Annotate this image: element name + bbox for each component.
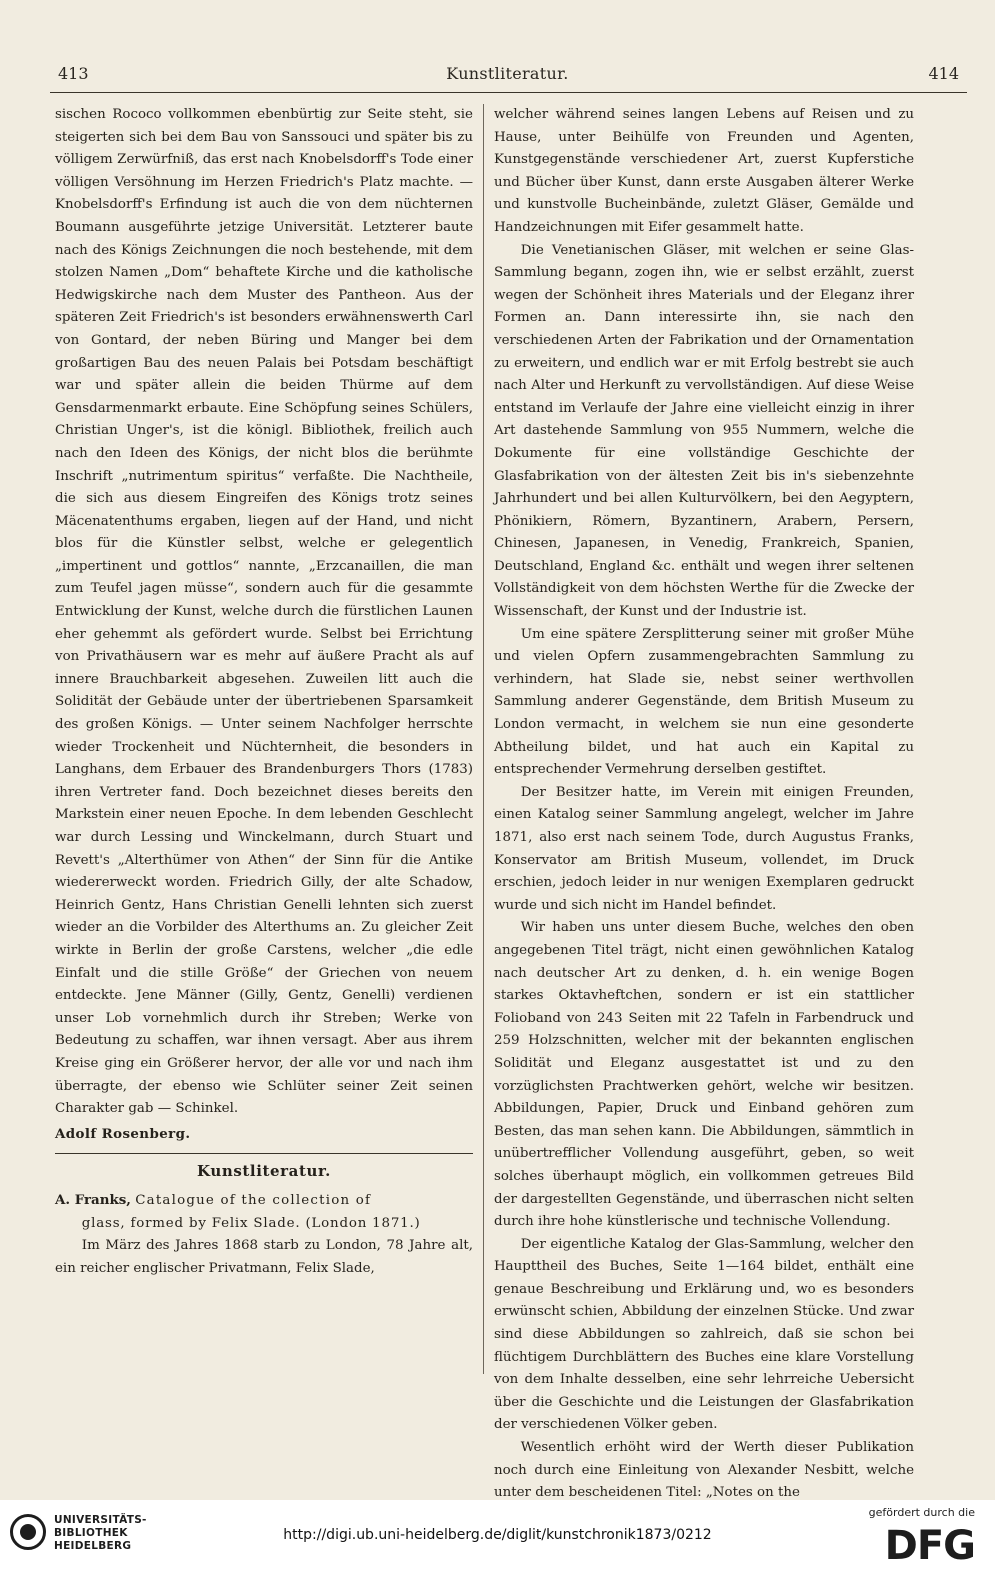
- paragraph: Um eine spätere Zersplitterung seiner mit großer Mühe und vielen Opfern zusammengebrachten Sammlung zu verhindern, hat Slade sie, nebst seiner werthvollen Sammlung anderer Gegenstände, dem British Museum zu London vermacht, in welchem sie nun eine gesonderte Abtheilung bildet, und hat auch ein Kapital zu entsprechender Vermehrung derselben gestiftet.: [494, 626, 914, 778]
- entry-author: A. Franks,: [55, 1191, 131, 1208]
- paragraph: Die Venetianischen Gläser, mit welchen er seine Glas-Sammlung begann, zogen ihn, wie er selbst erzählt, zuerst wegen der Schönheit ihres Materials und der Eleganz ihrer Formen an. Dann interessirte ihn, sie nach den verschiedenen Arten der Fabrikation und der Ornamentation zu erweitern, und endlich war er mit Erfolg bestrebt sie auch nach Alter und Herkunft zu vervollständigen. Auf diese Weise entstand im Verlaufe der Jahre eine vielleicht einzig in ihrer Art dastehende Sammlung von 955 Nummern, welche die Dokumente für eine vollständige Geschichte der Glasfabrikation von der ältesten Zeit bis in's siebenzehnte Jahrhundert und bei allen Kulturvölkern, bei den Aegyptern, Phönikiern, Römern, Byzantinern, Arabern, Persern, Chinesen, Japanesen, in Venedig, Frankreich, Spanien, Deutschland, England &c. enthält und wegen ihrer seltenen Vollständigkeit von dem höchsten Werthe für die Zwecke der Wissenschaft, der Kunst und der Industrie ist.: [494, 242, 914, 620]
- paragraph: Der eigentliche Katalog der Glas-Sammlung, welcher den Haupttheil des Buches, Seite 1—164 bildet, enthält eine genaue Beschreibung und Erklärung und, wo es besonders erwünscht schien, Abbildung der einzelnen Stücke. Und zwar sind diese Abbildungen so zahlreich, daß sie schon bei flüchtigem Durchblättern des Buches eine klare Vorstellung von dem Inhalte desselben, eine sehr lehrreiche Uebersicht über die Geschichte und die Leistungen der Glasfabrikation der verschiedenen Völker geben.: [494, 1236, 914, 1433]
- right-column: [494, 104, 914, 1505]
- entry-title-continued: glass, formed by Felix Slade. (London 1871.): [81, 1215, 421, 1231]
- dfg-logo: DFG: [884, 1523, 975, 1569]
- page-number-right: 414: [928, 64, 959, 83]
- left-column: [55, 104, 473, 1280]
- bibliographic-entry: [55, 1189, 473, 1235]
- paragraph: Wesentlich erhöht wird der Werth dieser Publikation noch durch eine Einleitung von Alexander Nesbitt, welche unter dem bescheidenen Titel: „Notes on the: [494, 1440, 914, 1501]
- funding-note: gefördert durch die: [868, 1506, 975, 1519]
- page-number-left: 413: [58, 64, 89, 83]
- paragraph: Im März des Jahres 1868 starb zu London, 78 Jahre alt, ein reicher englischer Privatmann, Felix Slade,: [55, 1238, 473, 1276]
- viewer-footer: [0, 1500, 995, 1591]
- page-header: [50, 62, 965, 88]
- header-rule: [50, 92, 967, 93]
- running-title: Kunstliteratur.: [446, 64, 569, 83]
- paragraph: Der Besitzer hatte, im Verein mit einigen Freunden, einen Katalog seiner Sammlung angelegt, welcher im Jahre 1871, also erst nach seinem Tode, durch Augustus Franks, Konservator am British Museum, vollendet, im Druck erschien, jedoch leider in nur wenigen Exemplaren gedruckt wurde und sich nicht im Handel befindet.: [494, 784, 914, 913]
- paragraph: sischen Rococo vollkommen ebenbürtig zur Seite steht, sie steigerten sich bei dem Bau von Sanssouci und später bis zu völligem Zerwürfniß, das erst nach Knobelsdorff's Tode einer völligen Versöhnung im Herzen Friedrich's Platz machte. — Knobelsdorff's Erfindung ist auch die von dem nüchternen Boumann ausgeführte jetzige Universität. Letzterer baute nach des Königs Zeichnungen die noch bestehende, mit dem stolzen Namen „Dom“ behaftete Kirche und die katholische Hedwigskirche nach dem Muster des Pantheon. Aus der späteren Zeit Friedrich's ist besonders erwähnenswerth Carl von Gontard, der neben Büring und Manger bei dem großartigen Bau des neuen Palais bei Potsdam beschäftigt war und später allein die beiden Thürme auf dem Gensdarmenmarkt erbaute. Eine Schöpfung seines Schülers, Christian Unger's, ist die königl. Bibliothek, freilich auch nach den Ideen des Königs, der nicht blos die berühmte Inschrift „nutrimentum spiritus“ verfaßte. Die Nachtheile, die sich aus diesem Eingreifen des Königs trotz seines Mäcenatenthums ergaben, liegen auf der Hand, und nicht blos für die Künstler selbst, welche er gelegentlich „impertinent und gottlos“ nannte, „Erzcanaillen, die man zum Teufel jagen müsse“, sondern auch für die gesammte Entwicklung der Kunst, welche durch die fürstlichen Launen eher gehemmt als gefördert wurde. Selbst bei Errichtung von Privathäusern war es mehr auf äußere Pracht als auf innere Brauchbarkeit abgesehen. Zuweilen litt auch die Solidität der Gebäude unter der übertriebenen Sparsamkeit des großen Königs. — Unter seinem Nachfolger herrschte wieder Trockenheit und Nüchternheit, die besonders in Langhans, dem Erbauer des Brandenburgers Thors (1783) ihren Vertreter fand. Doch bezeichnet dieses bereits den Markstein einer neuen Epoche. In dem lebenden Geschlecht war durch Lessing und Winckelmann, durch Stuart und Revett's „Alterthümer von Athen“ der Sinn für die Antike wiedererweckt worden. Friedrich Gilly, der alte Schadow, Heinrich Gentz, Hans Christian Genelli lehnten sich zuerst wieder an die Vorbilder des Alterthums an. Zu gleicher Zeit wirkte in Berlin der große Carstens, welcher „die edle Einfalt und die stille Größe“ der Griechen von neuem entdeckte. Jene Männer (Gilly, Gentz, Genelli) verdienen unser Lob vornehmlich durch ihr Streben; Werke von Bedeutung zu schaffen, war ihnen versagt. Aber aus ihrem Kreise ging ein Größerer hervor, der alle vor und nach ihm überragte, der ebenso wie Schlüter seiner Zeit seinen Charakter gab — Schinkel.: [55, 107, 473, 1117]
- paragraph: Wir haben uns unter diesem Buche, welches den oben angegebenen Titel trägt, nicht einen gewöhnlichen Katalog nach deutscher Art zu denken, d. h. ein wenige Bogen starkes Oktavheftchen, sondern er ist ein stattlicher Folioband von 243 Seiten mit 22 Tafeln in Farbendruck und 259 Holzschnitten, welcher mit der bekannten englischen Solidität und Eleganz ausgestattet ist und zu den vorzüglichsten Prachtwerken gehört, welche wir besitzen. Abbildungen, Papier, Druck und Einband gehören zum Besten, das man sehen kann. Die Abbildungen, sämmtlich in unübertrefflicher Vollendung ausgeführt, geben, so weit solches überhaupt möglich, ein vollkommen getreues Bild der dargestellten Gegenstände, und überraschen nicht selten durch ihre hohe künstlerische und technische Vollendung.: [494, 920, 914, 1230]
- column-divider: [483, 104, 484, 1374]
- paragraph: welcher während seines langen Lebens auf Reisen und zu Hause, unter Beihülfe von Freunden und Agenten, Kunstgegenstände verschiedener Art, zuerst Kupferstiche und Bücher über Kunst, dann erste Ausgaben älterer Werke und kunstvolle Bucheinbände, zuletzt Gläser, Gemälde und Handzeichnungen mit Eifer gesammelt hatte.: [494, 107, 914, 235]
- section-divider: [55, 1153, 473, 1154]
- source-url-link[interactable]: http://digi.ub.uni-heidelberg.de/diglit/kunstchronik1873/0212: [283, 1527, 712, 1543]
- institution-name: UNIVERSITÄTS- BIBLIOTHEK HEIDELBERG: [54, 1514, 147, 1552]
- entry-title: Catalogue of the collection of: [135, 1192, 372, 1208]
- section-title: Kunstliteratur.: [197, 1162, 331, 1181]
- author-signature: Adolf Rosenberg.: [55, 1125, 191, 1142]
